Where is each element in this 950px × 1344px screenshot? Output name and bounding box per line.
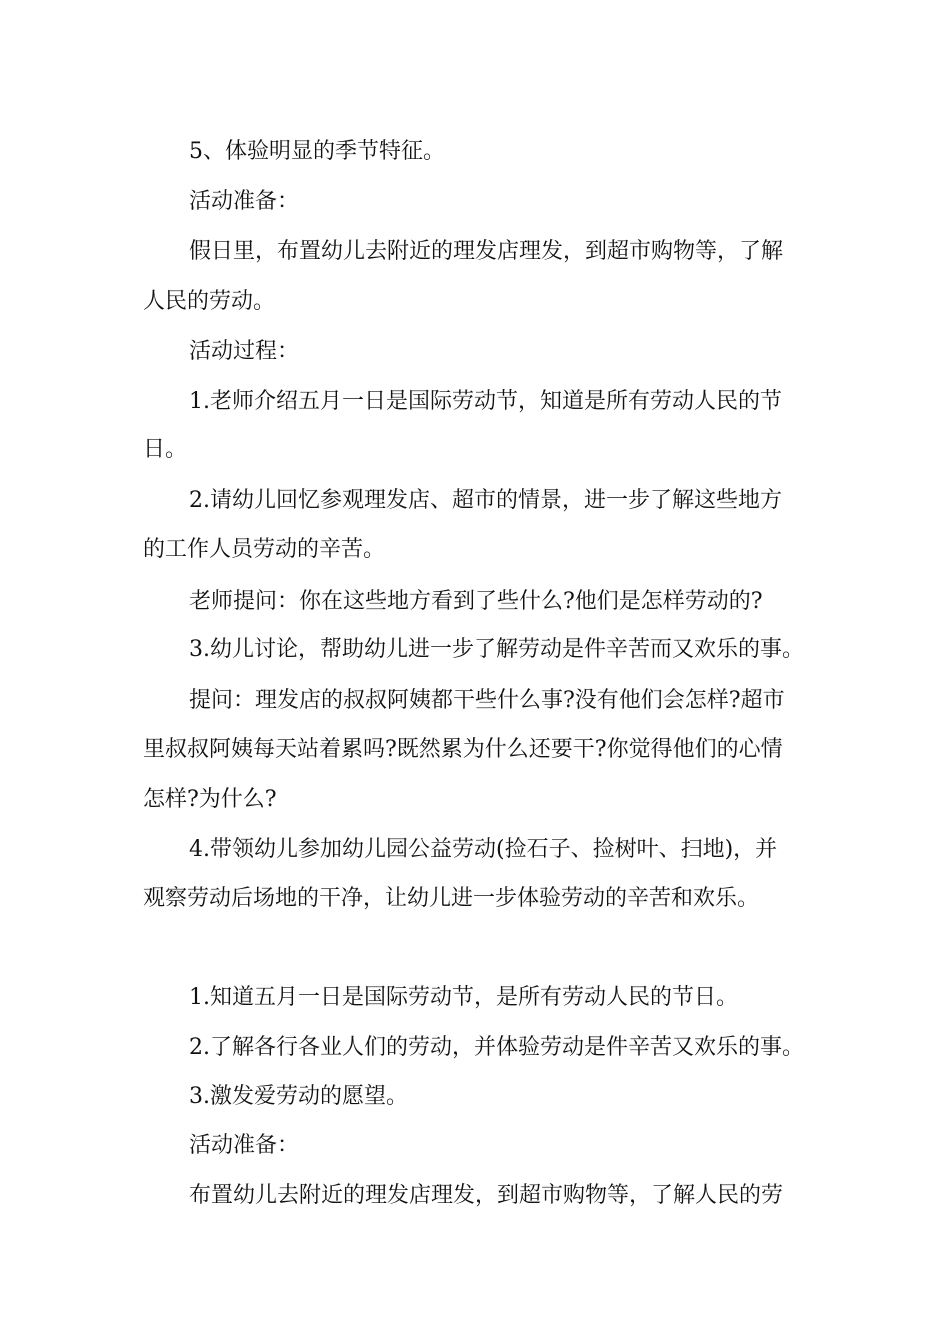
paragraph-line: 1.知道五月一日是国际劳动节，是所有劳动人民的节日。 bbox=[189, 985, 738, 1010]
paragraph-line: 日。 bbox=[143, 437, 188, 462]
section-heading: 活动准备： bbox=[189, 189, 300, 214]
paragraph-line: 提问：理发店的叔叔阿姨都干些什么事?没有他们会怎样?超市 bbox=[189, 688, 785, 713]
paragraph-line: 观察劳动后场地的干净，让幼儿进一步体验劳动的辛苦和欢乐。 bbox=[143, 886, 760, 911]
paragraph-line: 假日里，布置幼儿去附近的理发店理发，到超市购物等，了解 bbox=[189, 239, 784, 264]
paragraph-line: 人民的劳动。 bbox=[143, 289, 276, 314]
paragraph-line: 3.激发爱劳动的愿望。 bbox=[189, 1084, 408, 1109]
section-heading: 活动过程： bbox=[189, 339, 300, 364]
paragraph-line: 老师提问：你在这些地方看到了些什么?他们是怎样劳动的? bbox=[189, 589, 763, 614]
paragraph-line: 2.请幼儿回忆参观理发店、超市的情景，进一步了解这些地方 bbox=[189, 488, 782, 513]
paragraph-line: 5、体验明显的季节特征。 bbox=[189, 139, 445, 164]
paragraph-line: 2.了解各行各业人们的劳动，并体验劳动是件辛苦又欢乐的事。 bbox=[189, 1035, 804, 1060]
paragraph-line: 里叔叔阿姨每天站着累吗?既然累为什么还要干?你觉得他们的心情 bbox=[143, 737, 783, 762]
paragraph-line: 的工作人员劳动的辛苦。 bbox=[143, 537, 386, 562]
paragraph-line: 4.带领幼儿参加幼儿园公益劳动(捡石子、捡树叶、扫地)，并 bbox=[189, 837, 778, 862]
section-heading: 活动准备： bbox=[189, 1133, 300, 1158]
paragraph-line: 怎样?为什么? bbox=[143, 787, 277, 812]
paragraph-line: 1.老师介绍五月一日是国际劳动节，知道是所有劳动人民的节 bbox=[189, 389, 782, 414]
paragraph-line: 布置幼儿去附近的理发店理发，到超市购物等，了解人民的劳 bbox=[189, 1183, 784, 1208]
paragraph-line: 3.幼儿讨论，帮助幼儿进一步了解劳动是件辛苦而又欢乐的事。 bbox=[189, 637, 804, 662]
